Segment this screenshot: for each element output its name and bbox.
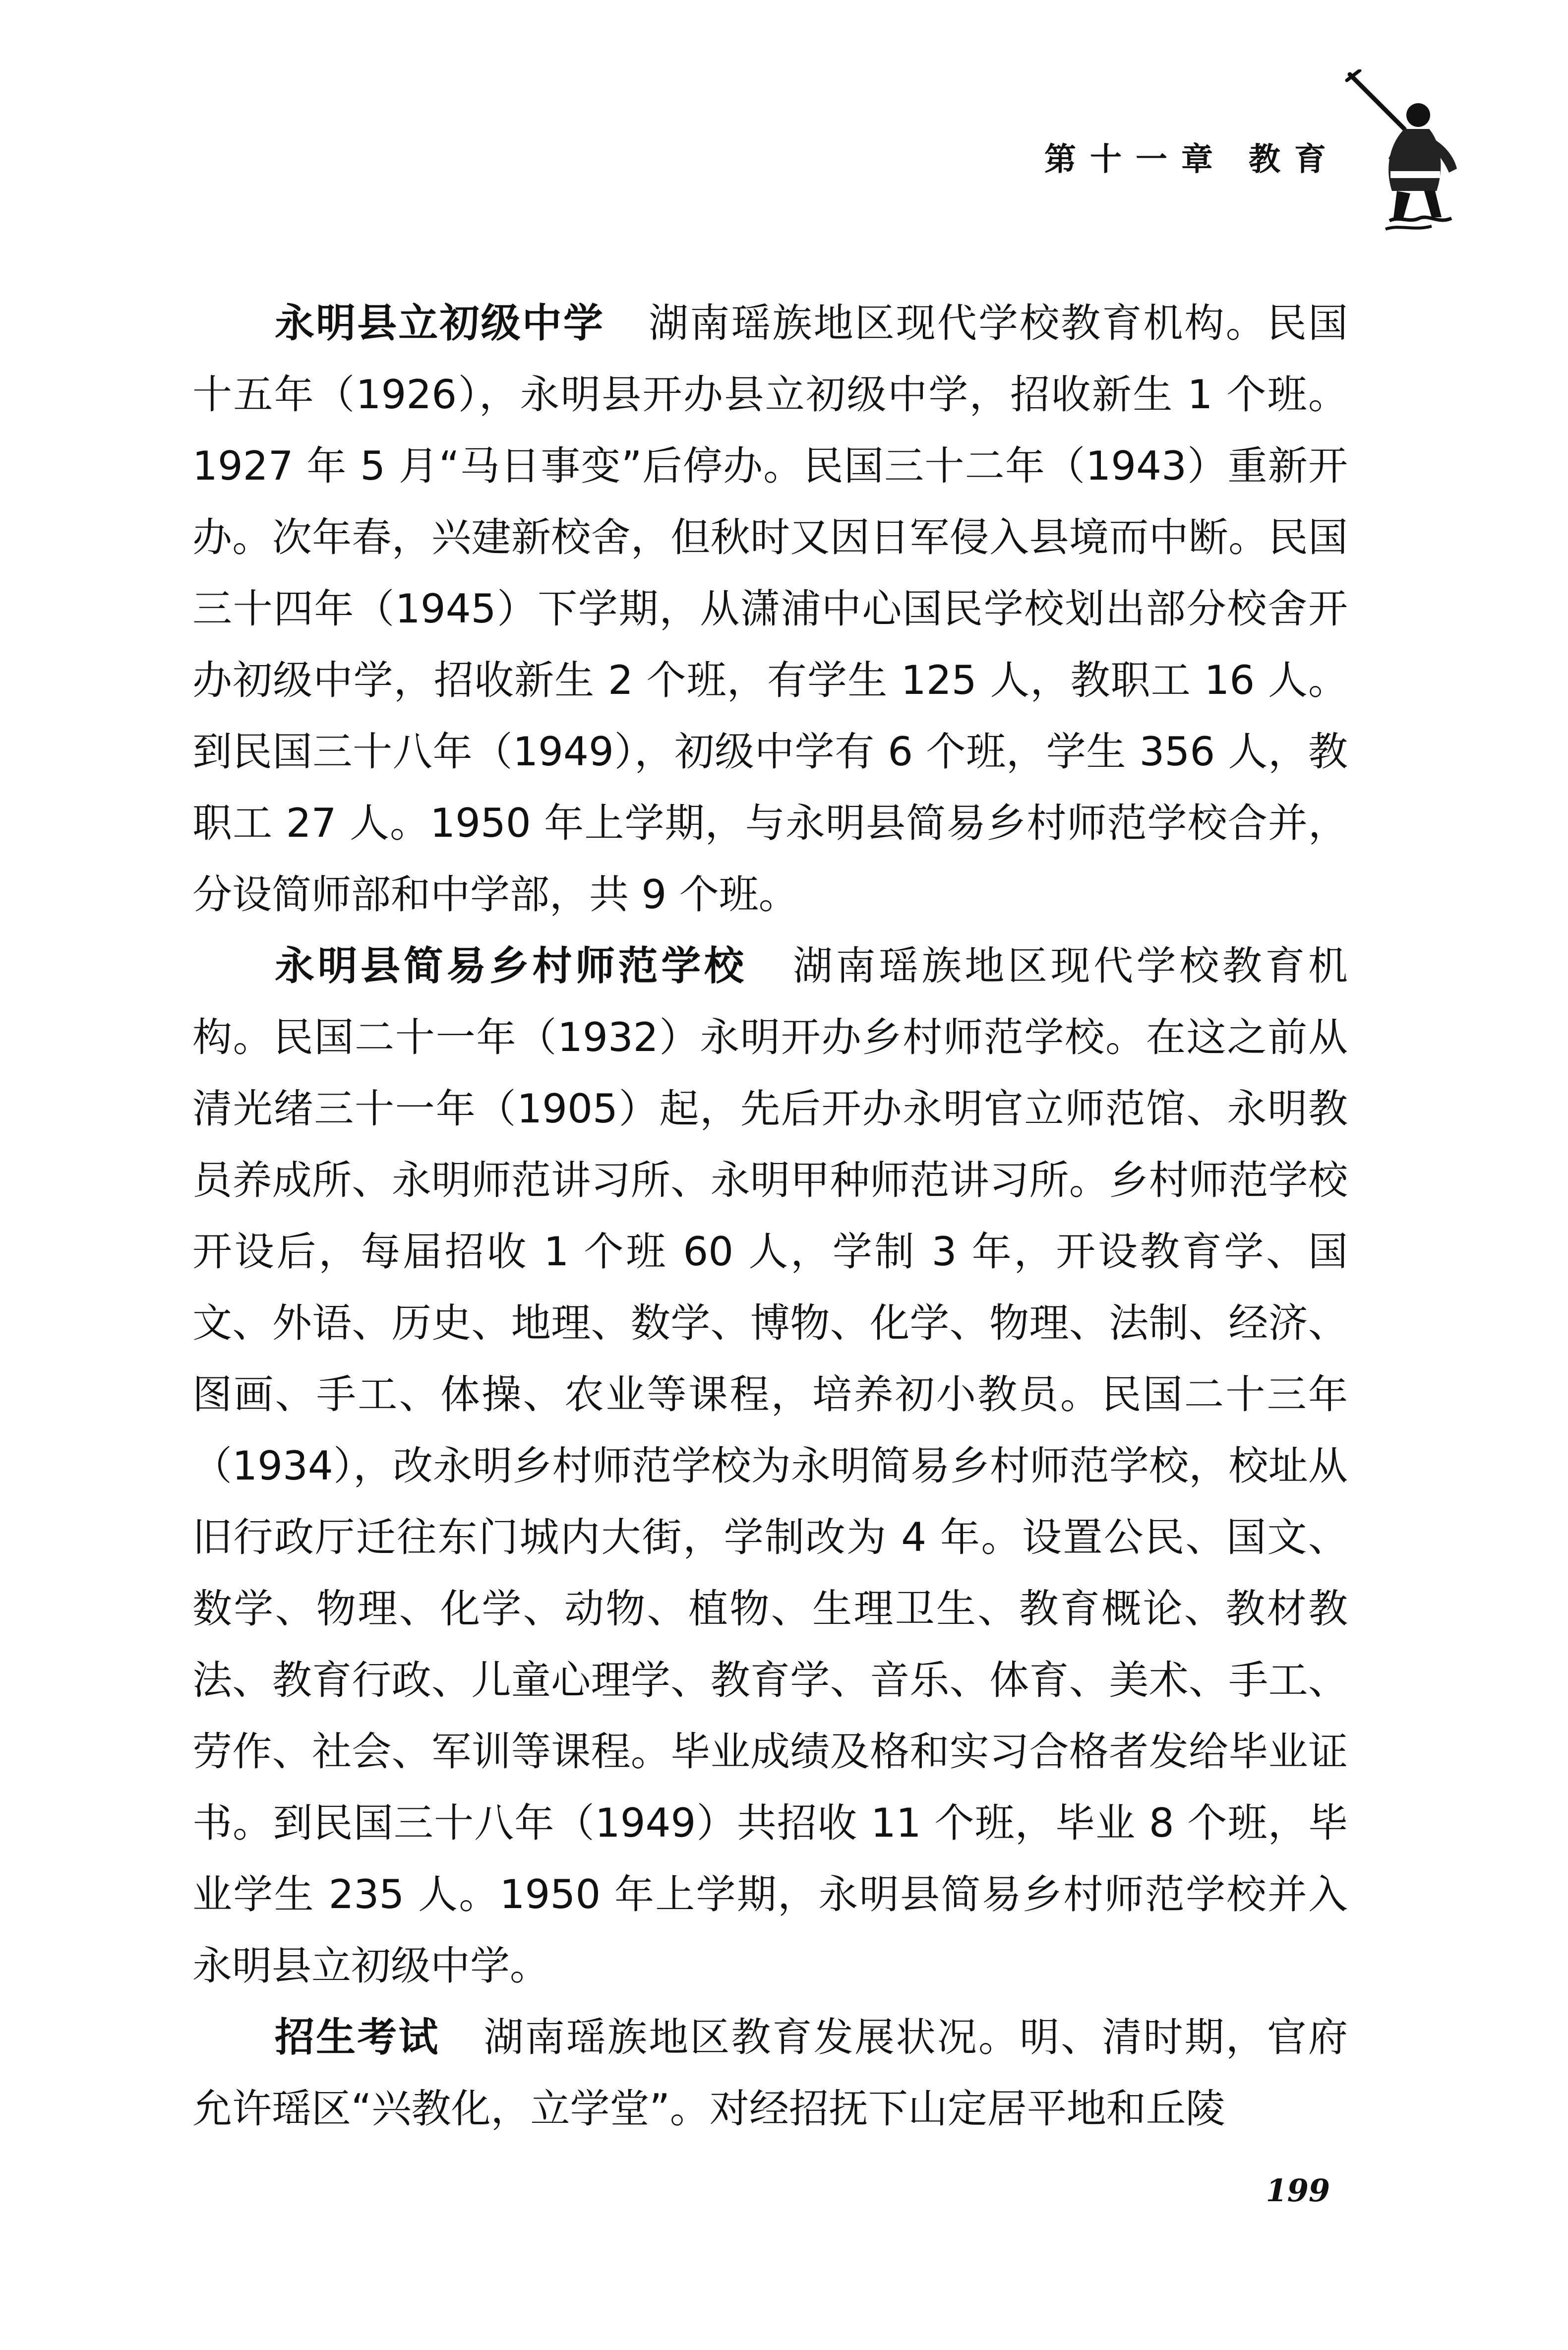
chapter-label: 第十一章 xyxy=(1044,141,1227,178)
main-text xyxy=(192,288,1348,2145)
entry-term: 永明县简易乡村师范学校 xyxy=(275,943,747,989)
entry-body: 湖南瑶族地区现代学校教育机构。民国二十一年（1932）永明开办乡村师范学校。在这之前从清光绪三十一年（1905）起，先后开办永明官立师范馆、永明教员养成所、永明师范讲习所、永明甲种师范讲习所。乡村师范学校开设后，每届招收 1 个班 60 人，学制 3 年，开设教育学、国文、外语、历史、地理、数学、博物、化学、物理、法制、经济、图画、手工、体操、农业等课程，培养初小教员。民国二十三年（1934），改永明乡村师范学校为永明简易乡村师范学校，校址从旧行政厅迁往东门城内大街，学制改为 4 年。设置公民、国文、数学、物理、化学、动物、植物、生理卫生、教育概论、教材教法、教育行政、儿童心理学、教育学、音乐、体育、美术、手工、劳作、社会、军训等课程。毕业成绩及格和实习合格者发给毕业证书。到民国三十八年（1949）共招收 11 个班，毕业 8 个班，毕业学生 235 人。1950 年上学期，永明县简易乡村师范学校并入永明县立初级中学。 xyxy=(192,943,1348,1989)
entry-body: 湖南瑶族地区教育发展状况。明、清时期，官府允许瑶区“兴教化，立学堂”。对经招抚下山定居平地和丘陵 xyxy=(192,2014,1348,2132)
entry-paragraph xyxy=(192,930,1348,2002)
entry-paragraph xyxy=(192,2002,1348,2145)
entry-body: 湖南瑶族地区现代学校教育机构。民国十五年（1926），永明县开办县立初级中学，招收新生 1 个班。1927 年 5 月“马日事变”后停办。民国三十二年（1943）重新开办。次年春，兴建新校舍，但秋时又因日军侵入县境而中断。民国三十四年（1945）下学期，从潇浦中心国民学校划出部分校舍开办初级中学，招收新生 2 个班，有学生 125 人，教职工 16 人。到民国三十八年（1949），初级中学有 6 个班，学生 356 人，教职工 27 人。1950 年上学期，与永明县简易乡村师范学校合并，分设简师部和中学部，共 9 个班。 xyxy=(192,300,1348,918)
entry-paragraph xyxy=(192,288,1348,930)
yao-figure-illustration-icon xyxy=(1345,69,1459,233)
section-label: 教育 xyxy=(1249,141,1340,178)
running-header xyxy=(1044,134,1340,180)
entry-term: 永明县立初级中学 xyxy=(275,300,604,346)
entry-term: 招生考试 xyxy=(275,2014,440,2060)
page-number: 199 xyxy=(1266,2172,1330,2209)
